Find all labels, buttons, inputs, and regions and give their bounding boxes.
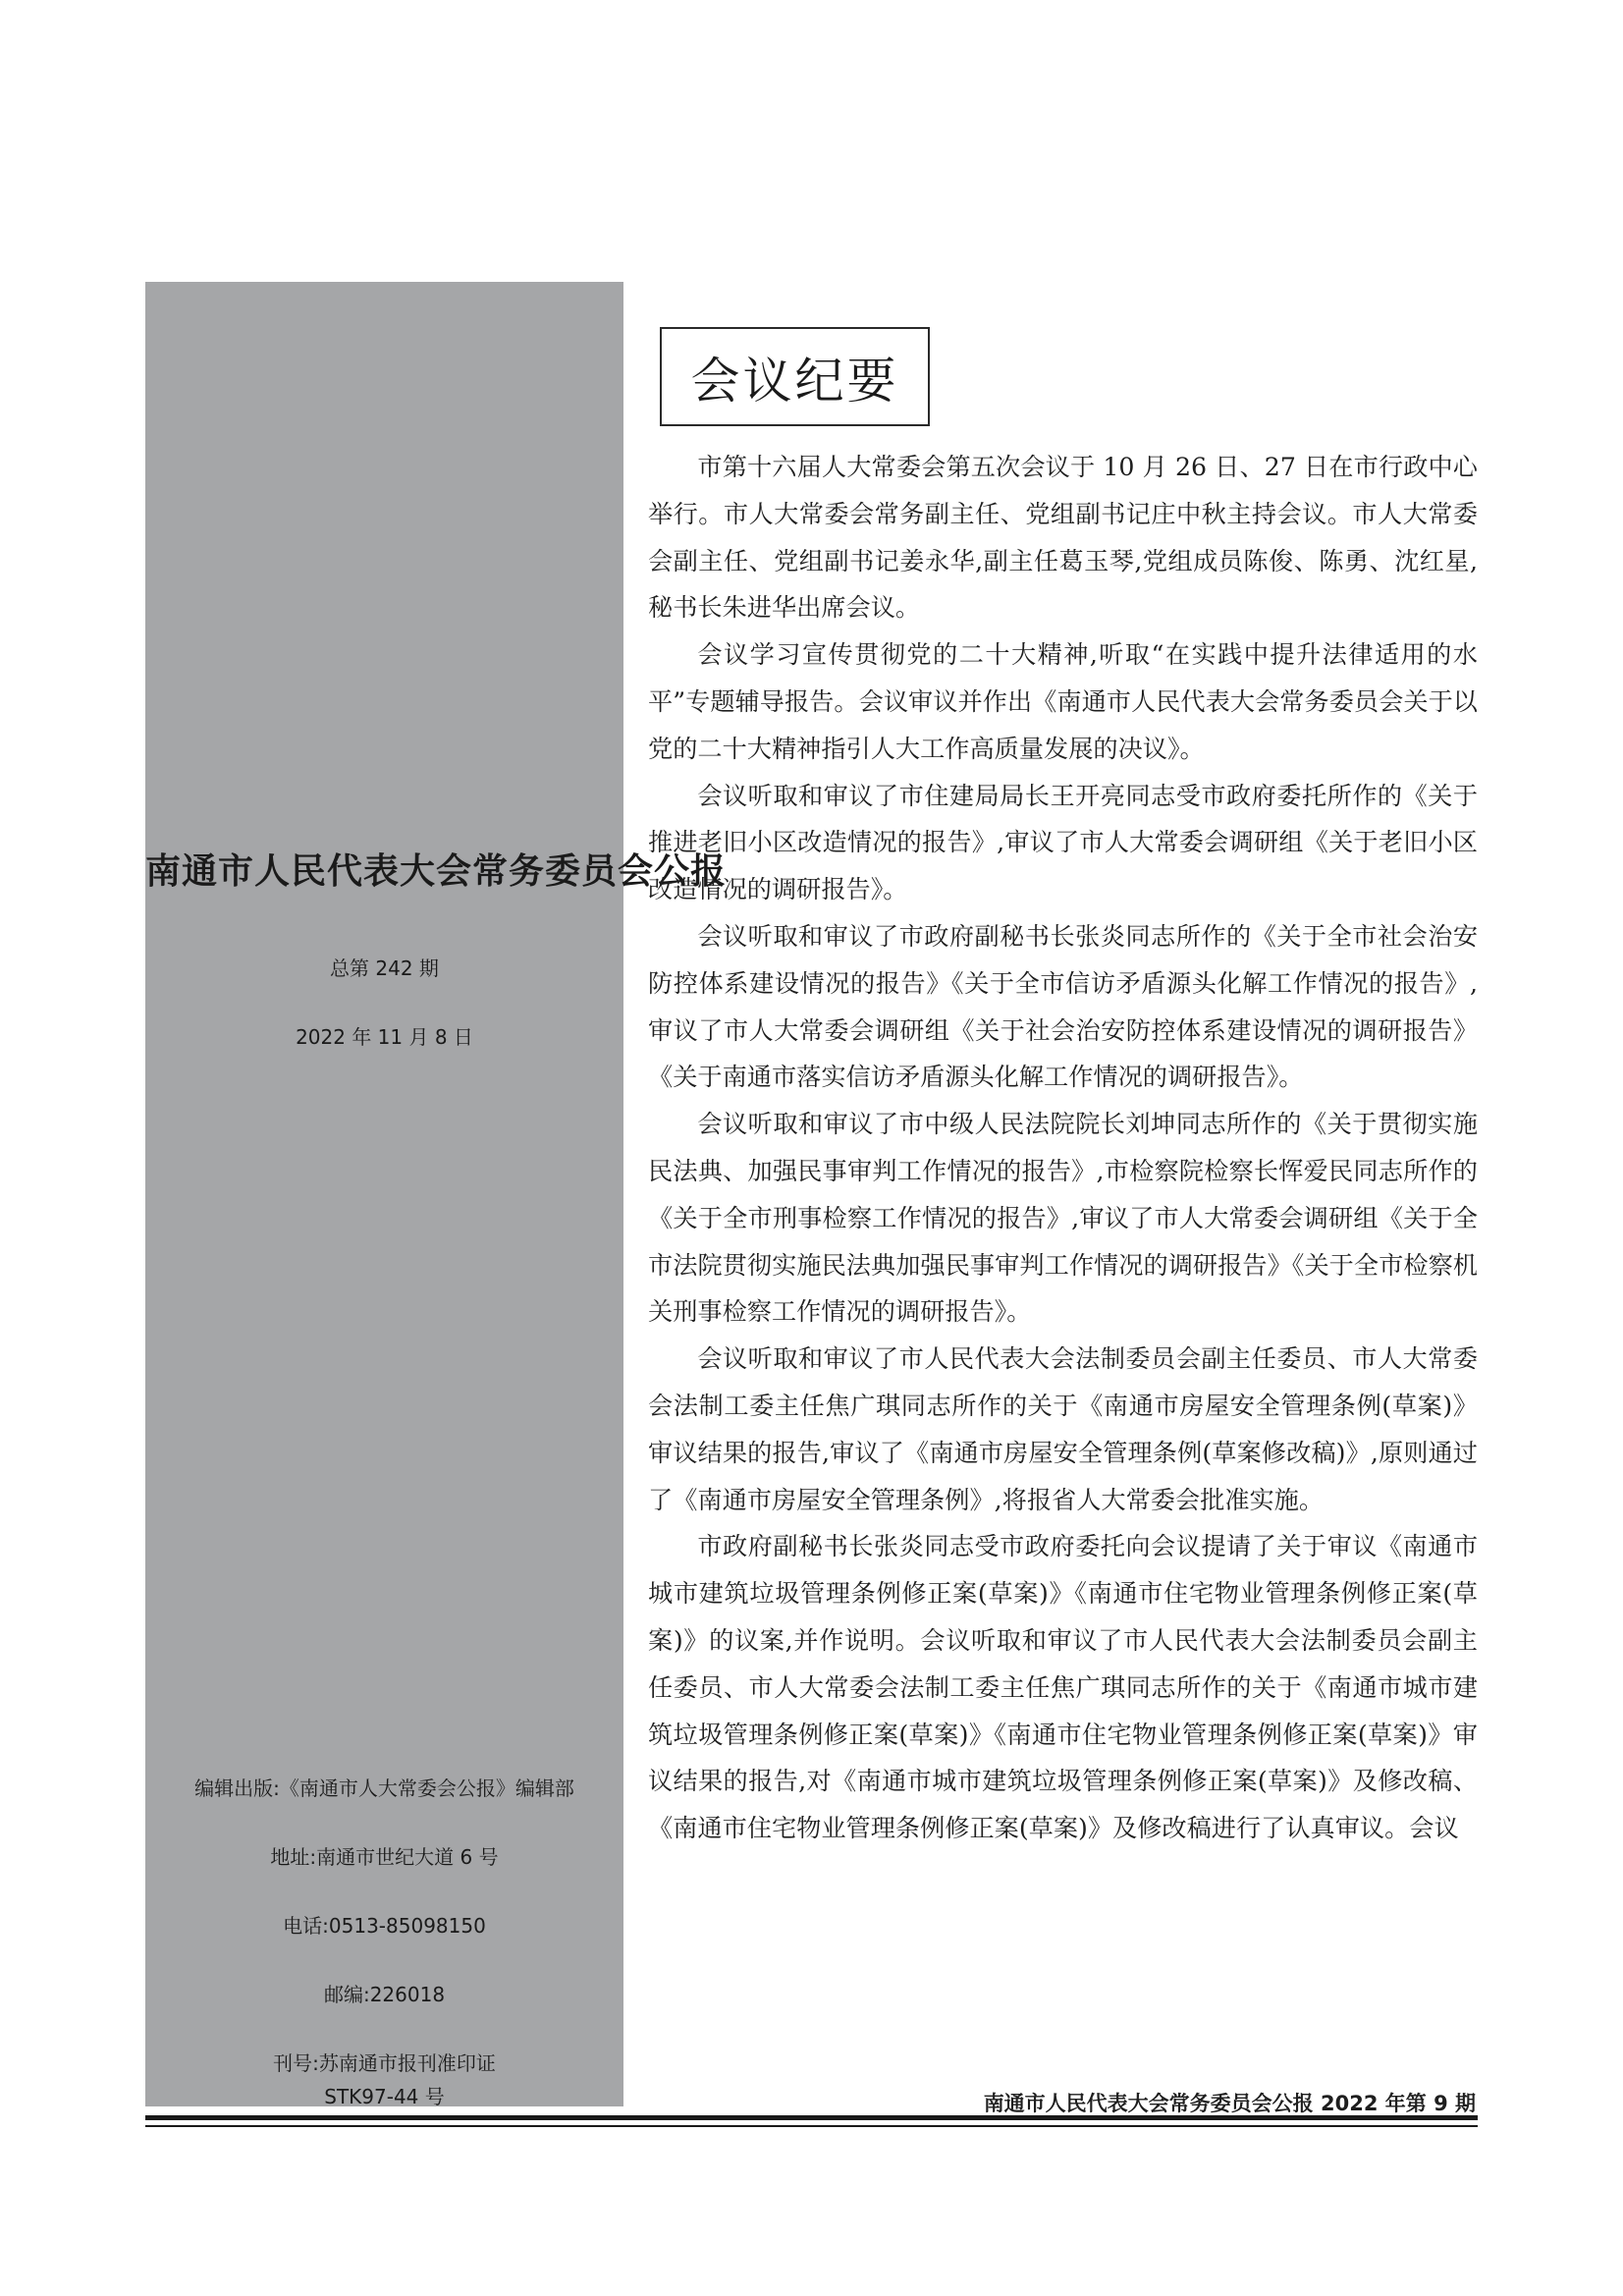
phone-info: 电话:0513-85098150 [283, 1914, 486, 1938]
footer-rule-thick [145, 2115, 1478, 2120]
postcode-info: 邮编:226018 [323, 1983, 446, 2006]
article-body [648, 444, 1478, 1852]
paragraph: 会议学习宣传贯彻党的二十大精神,听取“在实践中提升法律适用的水平”专题辅导报告。会议审议并作出《南通市人民代表大会常务委员会关于以党的二十大精神指引人大工作高质量发展的决议》。 [648, 640, 1478, 763]
paragraph: 会议听取和审议了市中级人民法院院长刘坤同志所作的《关于贯彻实施民法典、加强民事审判工作情况的报告》,市检察院检察长恽爱民同志所作的《关于全市刑事检察工作情况的报告》,审议了市人大常委会调研组《关于全市法院贯彻实施民法典加强民事审判工作情况的调研报告》《关于全市检察机关刑事检察工作情况的调研报告》。 [648, 1110, 1478, 1327]
paragraph: 市第十六届人大常委会第五次会议于 10 月 26 日、27 日在市行政中心举行。市人大常委会常务副主任、党组副书记庄中秋主持会议。市人大常委会副主任、党组副书记姜永华,副主任葛玉琴,党组成员陈俊、陈勇、沈红星,秘书长朱进华出席会议。 [648, 453, 1478, 623]
paragraph: 会议听取和审议了市政府副秘书长张炎同志所作的《关于全市社会治安防控体系建设情况的报告》《关于全市信访矛盾源头化解工作情况的报告》,审议了市人大常委会调研组《关于社会治安防控体系建设情况的调研报告》《关于南通市落实信访矛盾源头化解工作情况的调研报告》。 [648, 921, 1478, 1092]
paragraph: 会议听取和审议了市住建局局长王开亮同志受市政府委托所作的《关于推进老旧小区改造情况的报告》,审议了市人大常委会调研组《关于老旧小区改造情况的调研报告》。 [648, 781, 1478, 904]
license-line-2: STK97-44 号 [324, 2085, 445, 2108]
editor-info: 编辑出版:《南通市人大常委会公报》编辑部 [194, 1777, 574, 1800]
address-info: 地址:南通市世纪大道 6 号 [270, 1845, 499, 1869]
footer-rule-thin [145, 2125, 1478, 2127]
sidebar-panel [145, 282, 728, 2108]
license-line-1: 刊号:苏南通市报刊准印证 [273, 2051, 496, 2075]
license-info [145, 2047, 623, 2113]
issue-number: 总第 242 期 [330, 957, 439, 980]
publication-title: 南通市人民代表大会常务委员会公报 [145, 851, 728, 892]
issue-date: 2022 年 11 月 8 日 [296, 1025, 473, 1049]
paragraph: 会议听取和审议了市人民代表大会法制委员会副主任委员、市人大常委会法制工委主任焦广琪同志所作的关于《南通市房屋安全管理条例(草案)》审议结果的报告,审议了《南通市房屋安全管理条例(草案修改稿)》,原则通过了《南通市房屋安全管理条例》,将报省人大常委会批准实施。 [648, 1344, 1478, 1514]
paragraph: 市政府副秘书长张炎同志受市政府委托向会议提请了关于审议《南通市城市建筑垃圾管理条例修正案(草案)》《南通市住宅物业管理条例修正案(草案)》的议案,并作说明。会议听取和审议了市人民代表大会法制委员会副主任委员、市人大常委会法制工委主任焦广琪同志所作的关于《南通市城市建筑垃圾管理条例修正案(草案)》《南通市住宅物业管理条例修正案(草案)》审议结果的报告,对《南通市城市建筑垃圾管理条例修正案(草案)》及修改稿、《南通市住宅物业管理条例修正案(草案)》及修改稿进行了认真审议。会议 [648, 1532, 1478, 1843]
footer-publication: 南通市人民代表大会常务委员会公报 2022 年第 9 期 [983, 2092, 1476, 2115]
section-title: 会议纪要 [660, 327, 930, 426]
